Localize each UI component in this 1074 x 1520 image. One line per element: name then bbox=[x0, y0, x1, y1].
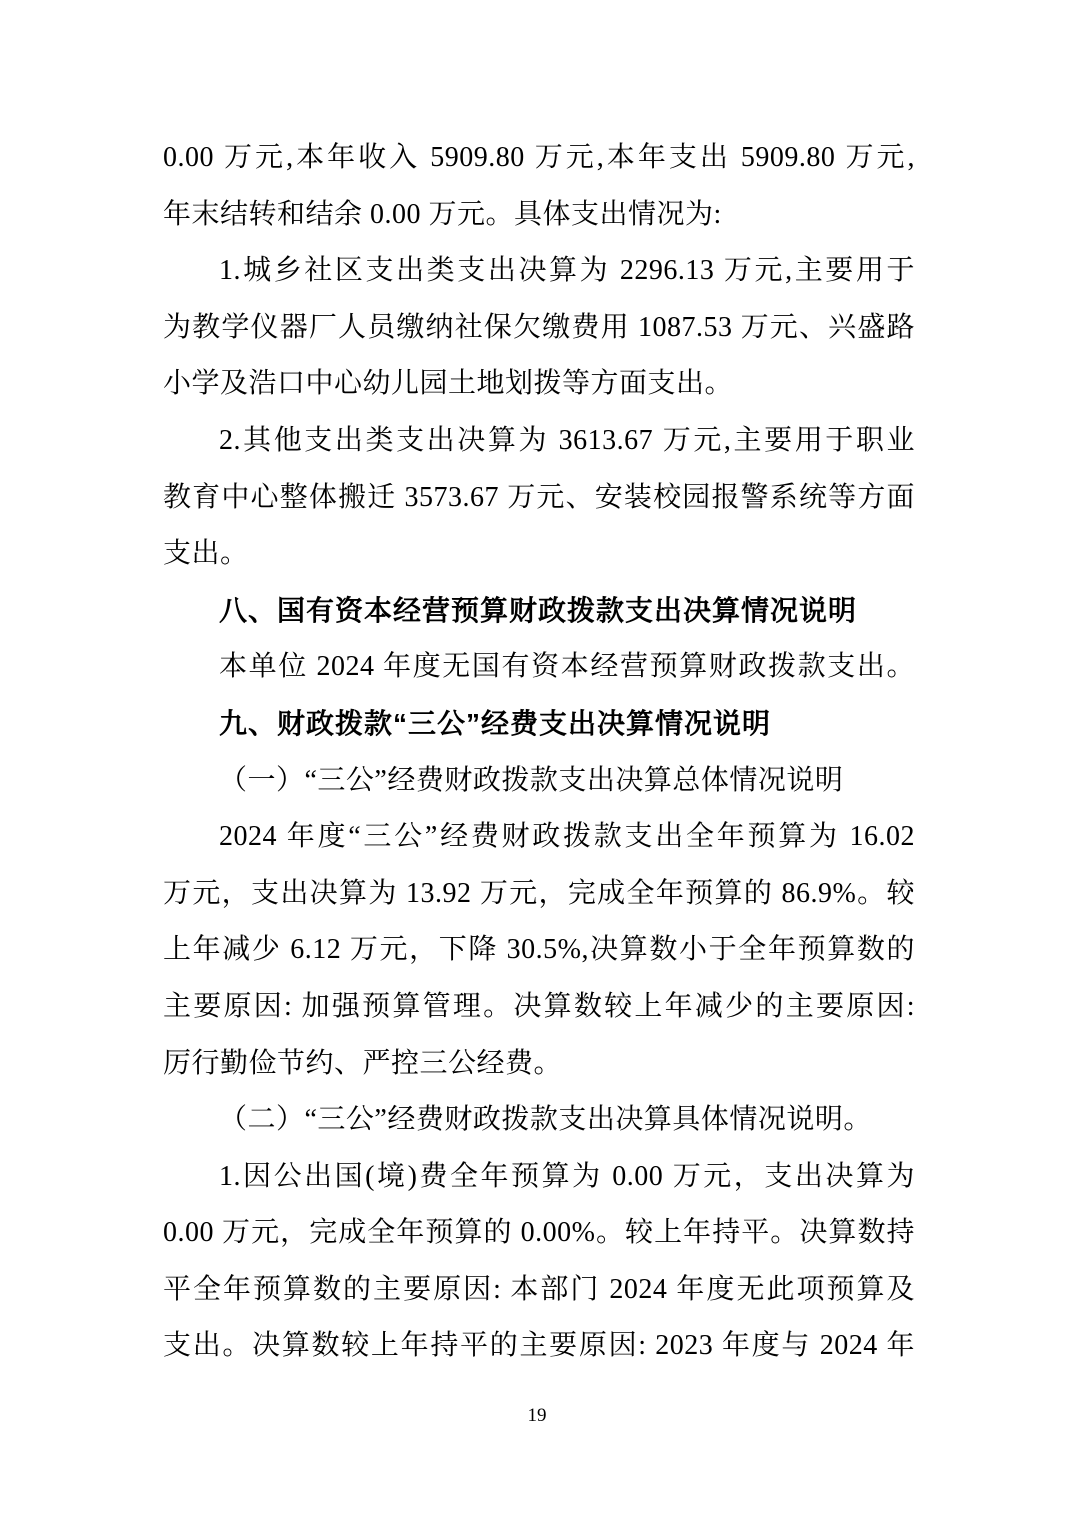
text-line: 万元，支出决算为 13.92 万元，完成全年预算的 86.9%。较 bbox=[163, 877, 915, 909]
text-line: 0.00 万元，完成全年预算的 0.00%。较上年持平。决算数持 bbox=[163, 1217, 915, 1249]
text-line: 小学及浩口中心幼儿园土地划拨等方面支出。 bbox=[163, 368, 734, 400]
text-line: 支出。决算数较上年持平的主要原因: 2023 年度与 2024 年 bbox=[163, 1330, 915, 1362]
text-line: 支出。 bbox=[163, 538, 249, 570]
text-line: 为教学仪器厂人员缴纳社保欠缴费用 1087.53 万元、兴盛路 bbox=[163, 311, 915, 343]
text-line: 2024 年度“三公”经费财政拨款支出全年预算为 16.02 bbox=[219, 821, 915, 853]
document-body bbox=[163, 130, 915, 1375]
text-line: 主要原因: 加强预算管理。决算数较上年减少的主要原因: bbox=[163, 990, 915, 1022]
text-line: 教育中心整体搬迁 3573.67 万元、安装校园报警系统等方面 bbox=[163, 481, 915, 513]
subsection-title: （二）“三公”经费财政拨款支出决算具体情况说明。 bbox=[219, 1104, 872, 1136]
text-line: 1.因公出国(境)费全年预算为 0.00 万元，支出决算为 bbox=[219, 1160, 915, 1192]
text-line: 0.00 万元,本年收入 5909.80 万元,本年支出 5909.80 万元, bbox=[163, 142, 915, 173]
text-line: 上年减少 6.12 万元，下降 30.5%,决算数小于全年预算数的 bbox=[163, 934, 915, 966]
subsection-title: （一）“三公”经费财政拨款支出决算总体情况说明 bbox=[219, 764, 844, 796]
text-line: 2.其他支出类支出决算为 3613.67 万元,主要用于职业 bbox=[219, 424, 915, 456]
text-line: 本单位 2024 年度无国有资本经营预算财政拨款支出。 bbox=[219, 651, 915, 683]
text-line: 厉行勤俭节约、严控三公经费。 bbox=[163, 1047, 563, 1079]
text-line: 1.城乡社区支出类支出决算为 2296.13 万元,主要用于 bbox=[219, 255, 915, 287]
text-line: 年末结转和结余 0.00 万元。具体支出情况为: bbox=[163, 198, 722, 230]
text-line: 平全年预算数的主要原因: 本部门 2024 年度无此项预算及 bbox=[163, 1273, 915, 1305]
section-heading: 九、财政拨款“三公”经费支出决算情况说明 bbox=[219, 707, 772, 739]
page-number: 19 bbox=[527, 1405, 547, 1426]
section-heading: 八、国有资本经营预算财政拨款支出决算情况说明 bbox=[219, 594, 858, 626]
